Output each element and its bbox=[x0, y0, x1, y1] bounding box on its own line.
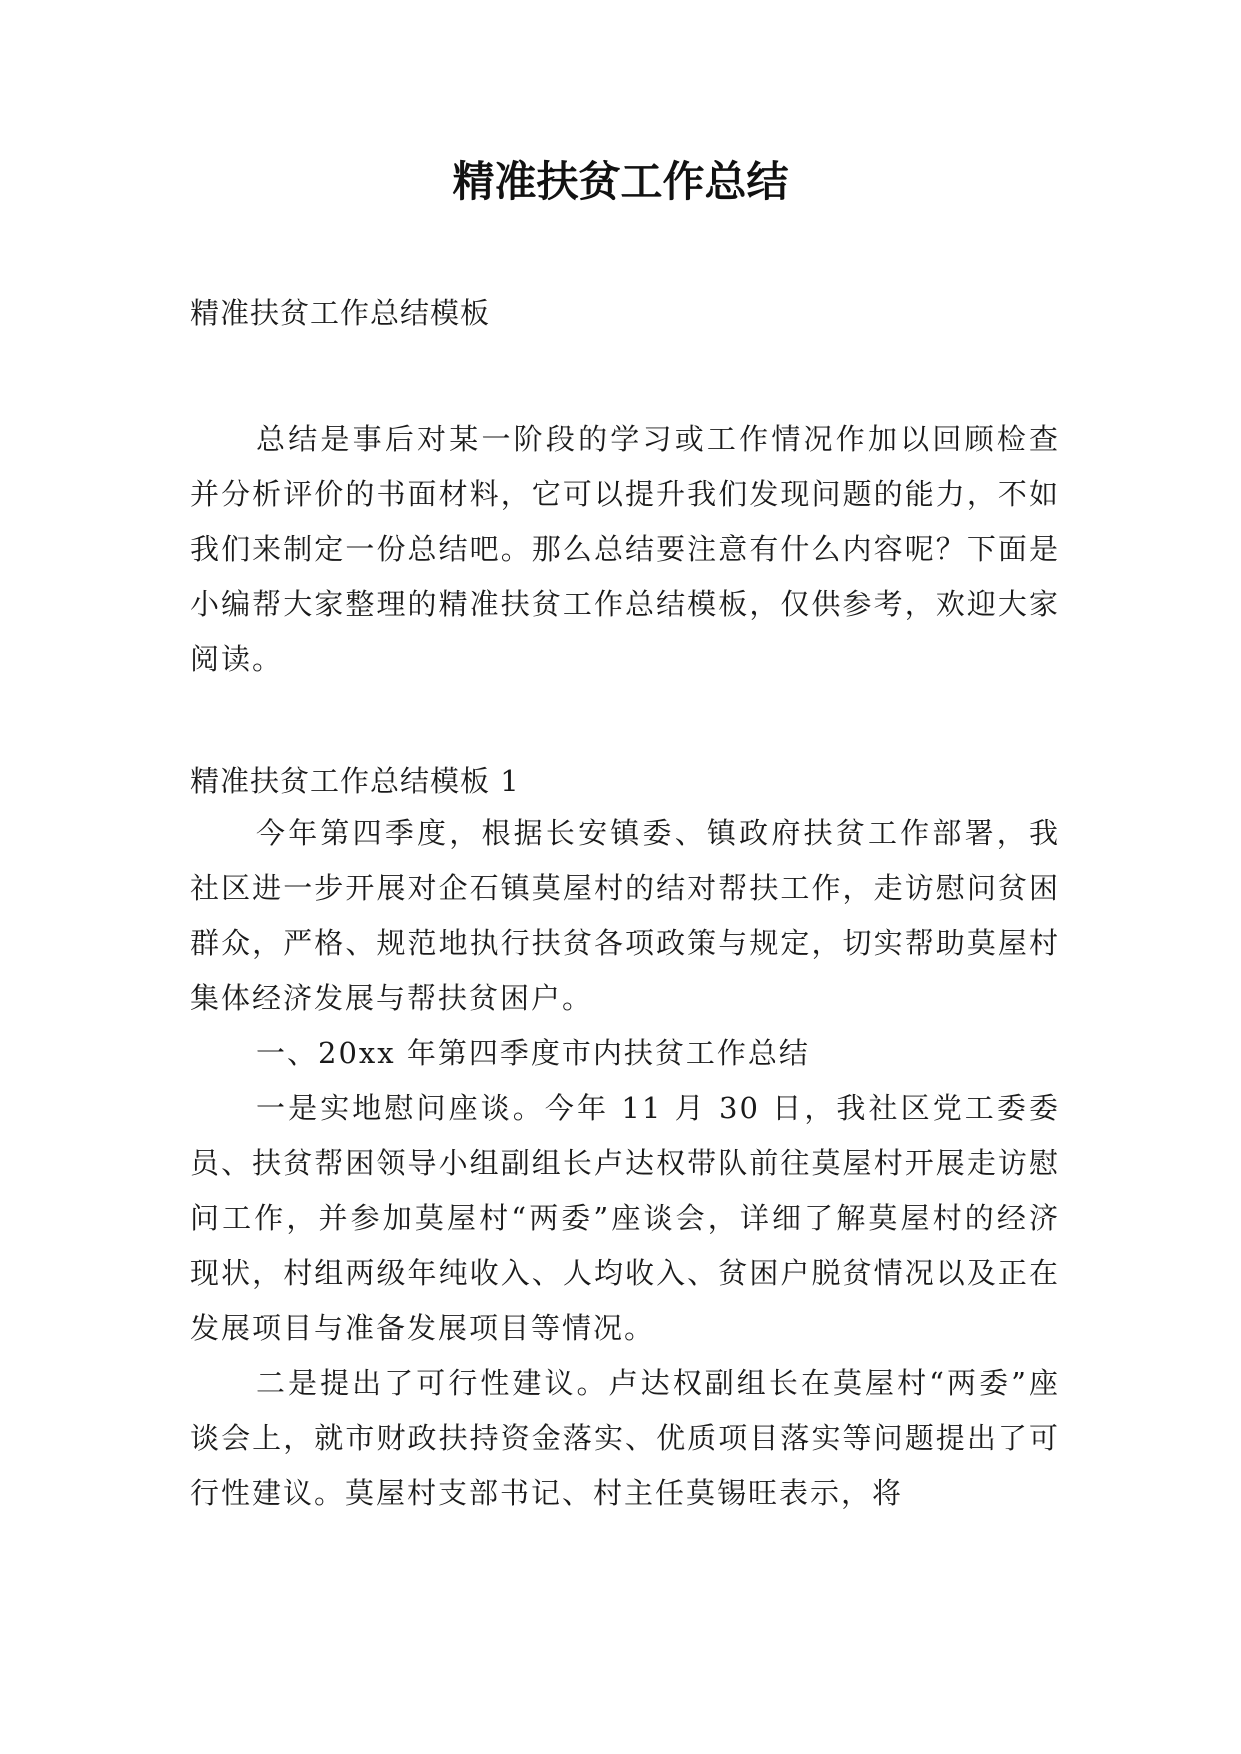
section-paragraph: 今年第四季度，根据长安镇委、镇政府扶贫工作部署，我社区进一步开展对企石镇莫屋村的结对帮扶工作，走访慰问贫困群众，严格、规范地执行扶贫各项政策与规定，切实帮助莫屋村集体经济发展与帮扶贫困户。 bbox=[190, 816, 1060, 1015]
intro-paragraph: 总结是事后对某一阶段的学习或工作情况作加以回顾检查并分析评价的书面材料，它可以提升我们发现问题的能力，不如我们来制定一份总结吧。那么总结要注意有什么内容呢？下面是小编帮大家整理的精准扶贫工作总结模板，仅供参考，欢迎大家阅读。 bbox=[190, 422, 1060, 676]
document-subtitle: 精准扶贫工作总结模板 bbox=[190, 296, 491, 330]
section-paragraph: 二是提出了可行性建议。卢达权副组长在莫屋村“两委”座谈会上，就市财政扶持资金落实、优质项目落实等问题提出了可行性建议。莫屋村支部书记、村主任莫锡旺表示，将 bbox=[190, 1366, 1060, 1510]
section-body bbox=[190, 806, 1060, 1521]
section-paragraph: 一是实地慰问座谈。今年 11 月 30 日，我社区党工委委员、扶贫帮困领导小组副组长卢达权带队前往莫屋村开展走访慰问工作，并参加莫屋村“两委”座谈会，详细了解莫屋村的经济现状，村组两级年纯收入、人均收入、贫困户脱贫情况以及正在发展项目与准备发展项目等情况。 bbox=[190, 1091, 1060, 1345]
document-title: 精准扶贫工作总结 bbox=[452, 157, 789, 206]
section-heading: 精准扶贫工作总结模板 1 bbox=[190, 764, 520, 798]
section-subheading: 一、20xx 年第四季度市内扶贫工作总结 bbox=[256, 1036, 810, 1070]
